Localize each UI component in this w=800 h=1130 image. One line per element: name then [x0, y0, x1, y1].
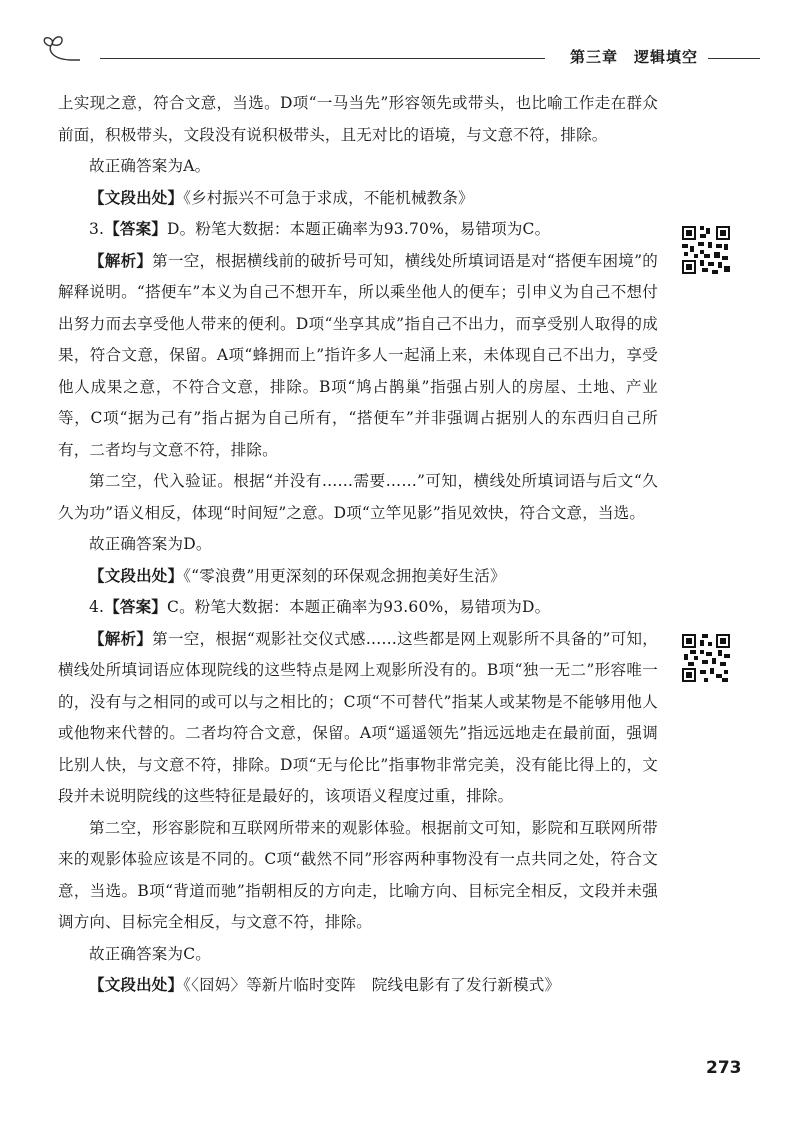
paragraph-text: D。粉笔大数据：本题正确率为93.70%，易错项为C。 — [167, 220, 551, 238]
section-tag: 【文段出处】 — [89, 976, 184, 994]
question-number: 3. — [89, 220, 105, 238]
leaf-logo-icon — [40, 32, 80, 70]
section-tag: 【文段出处】 — [89, 566, 184, 585]
paragraph-text: 第二空，形容影院和互联网所带来的观影体验。根据前文可知，影院和互联网所带来的观影体验应该是不同的。C项“截然不同”形容两种事物没有一点共同之处，符合文意，当选。B项“背道而驰”指朝相反的方向走，比喻方向、目标完全相反，文段并未强调方向、目标完全相反，与文意不符，排除。 — [58, 818, 658, 931]
section-tag: 【解析】 — [89, 251, 153, 270]
paragraph — [58, 214, 658, 246]
paragraph-text: 故正确答案为D。 — [89, 535, 212, 553]
page-body — [58, 88, 658, 1002]
paragraph-text: 上实现之意，符合文意，当选。D项“一马当先”形容领先或带头，也比喻工作走在群众前面，积极带头，文段没有说积极带头，且无对比的语境，与文意不符，排除。 — [58, 94, 658, 144]
question-number: 4. — [89, 598, 105, 616]
chapter-title: 第三章 逻辑填空 — [569, 48, 698, 66]
paragraph — [58, 183, 658, 215]
paragraph — [58, 466, 658, 529]
paragraph — [58, 151, 658, 183]
page-number: 273 — [706, 1058, 742, 1078]
paragraph — [58, 246, 658, 467]
paragraph — [58, 561, 658, 593]
section-tag: 【答案】 — [104, 598, 168, 616]
page-header — [40, 30, 760, 70]
paragraph-text: 《乡村振兴不可急于求成，不能机械教条》 — [183, 188, 474, 207]
paragraph-text: 《“零浪费”用更深刻的环保观念拥抱美好生活》 — [183, 566, 506, 585]
paragraph — [58, 529, 658, 561]
header-rule — [100, 58, 545, 59]
paragraph — [58, 88, 658, 151]
paragraph — [58, 592, 658, 624]
qr-code-icon[interactable] — [680, 224, 732, 276]
section-tag: 【答案】 — [104, 220, 168, 238]
section-tag: 【解析】 — [89, 629, 153, 648]
qr-code-icon[interactable] — [680, 632, 732, 684]
paragraph-text: 故正确答案为A。 — [89, 157, 211, 175]
paragraph-text: 第二空，代入验证。根据“并没有……需要……”可知，横线处所填词语与后文“久久为功”语义相反，体现“时间短”之意。D项“立竿见影”指见效快，符合文意，当选。 — [58, 472, 658, 522]
section-tag: 【文段出处】 — [89, 188, 184, 207]
paragraph-text: 故正确答案为C。 — [89, 944, 211, 963]
paragraph — [58, 939, 658, 971]
paragraph-text: 第一空，根据横线前的破折号可知，横线处所填词语是对“搭便车困境”的解释说明。“搭便车”本义为自己不想开车，所以乘坐他人的便车；引申义为自己不想付出努力而去享受他人带来的便利。D项“坐享其成”指自己不出力，而享受别人取得的成果，符合文意，保留。A项“蜂拥而上”指许多人一起涌上来，未体现自己不出力，享受他人成果之意，不符合文意，排除。B项“鸠占鹊巢”指强占别人的房屋、土地、产业等，C项“据为己有”指占据为自己所有，“搭便车”并非强调占据别人的东西归自己所有，二者均与文意不符，排除。 — [58, 251, 658, 459]
paragraph-text: C。粉笔大数据：本题正确率为93.60%，易错项为D。 — [167, 598, 551, 616]
paragraph-text: 《〈囧妈〉等新片临时变阵 院线电影有了发行新模式》 — [183, 976, 561, 994]
paragraph-text: 第一空，根据“观影社交仪式感……这些都是网上观影所不具备的”可知，横线处所填词语应体现院线的这些特点是网上观影所没有的。B项“独一无二”形容唯一的，没有与之相同的或可以与之相比的；C项“不可替代”指某人或某物是不能够用他人或他物来代替的。二者均符合文意，保留。A项“遥遥领先”指远远地走在最前面，强调比别人快，与文意不符，排除。D项“无与伦比”指事物非常完美，没有能比得上的，文段并未说明院线的这些特征是最好的，该项语义程度过重，排除。 — [58, 629, 658, 805]
paragraph — [58, 624, 658, 813]
paragraph — [58, 970, 658, 1002]
header-rule-tail — [708, 58, 760, 59]
paragraph — [58, 813, 658, 939]
